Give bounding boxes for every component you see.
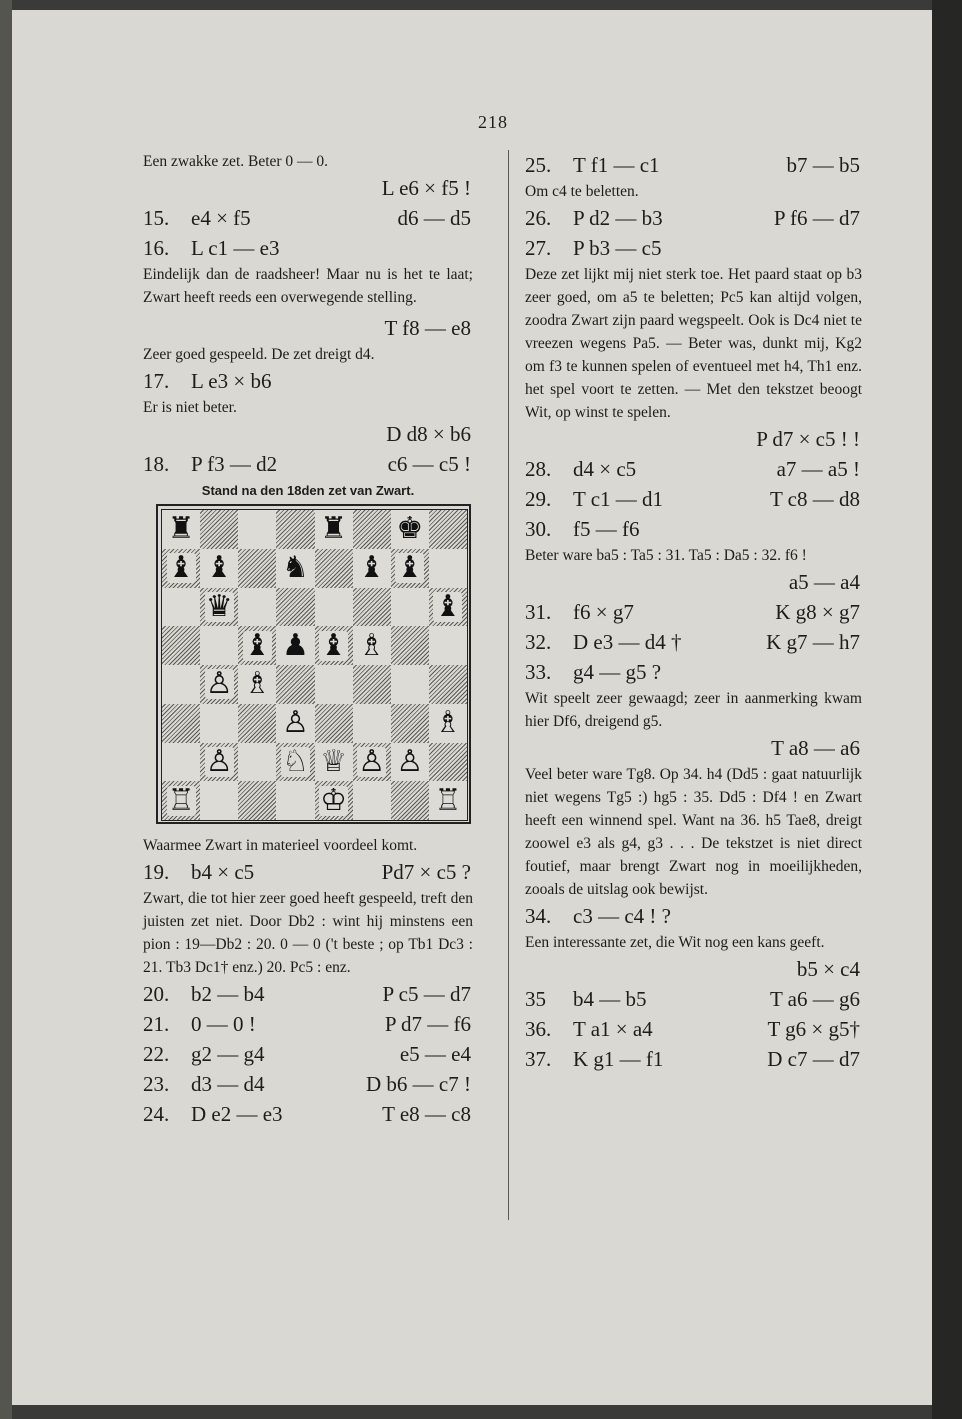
- move-number: 19.: [143, 860, 170, 884]
- note-16b: Zeer goed gespeeld. De zet dreigt d4.: [143, 346, 375, 363]
- chess-piece-icon: ♙: [205, 666, 233, 702]
- square-e6: [315, 588, 353, 627]
- chess-piece-icon: ♟: [281, 627, 309, 663]
- square-a6: [162, 588, 200, 627]
- white-move: 0 — 0 !: [191, 1012, 256, 1036]
- scan-left-edge: [0, 0, 12, 1419]
- square-h2: [429, 743, 467, 782]
- black-move-27: P d7 × c5 ! !: [756, 427, 860, 451]
- black-move: P c5 — d7: [382, 982, 471, 1006]
- square-d1: [276, 781, 314, 820]
- white-move: T c1 — d1: [573, 487, 664, 511]
- move-number: 35: [525, 987, 546, 1011]
- square-a4: [162, 665, 200, 704]
- square-d3: [276, 704, 314, 743]
- square-e7: [315, 549, 353, 588]
- square-h5: [429, 626, 467, 665]
- square-d8: [276, 510, 314, 549]
- move-22: [143, 1039, 473, 1069]
- square-b8: [200, 510, 238, 549]
- chess-piece-icon: ♖: [434, 782, 462, 818]
- black-move: P d7 — f6: [384, 1012, 471, 1036]
- note-25: Om c4 te beletten.: [525, 183, 639, 200]
- white-move: e4 × f5: [191, 206, 251, 230]
- chess-piece-icon: ♔: [320, 782, 348, 818]
- square-e3: [315, 704, 353, 743]
- white-move: d4 × c5: [573, 457, 637, 481]
- note-19: Zwart, die tot hier zeer goed heeft gespeeld, treft den juisten zet niet. Door Db2 : wint hij minstens een pion : 19—Db2 : 20. 0 — 0 ('t beste ; op Tb1 Dc3 : 21. Tb3 Dc1† enz.) 20. Pc5 : enz.: [143, 890, 473, 976]
- note-16: Eindelijk dan de raadsheer! Maar nu is het te laat; Zwart heeft reeds een overwegende stelling.: [143, 266, 473, 306]
- move-17: [143, 366, 473, 396]
- chess-piece-icon: ♝: [396, 550, 424, 586]
- chess-piece-icon: ♛: [205, 588, 233, 624]
- square-h4: [429, 665, 467, 704]
- left-column: [143, 150, 473, 1129]
- chess-piece-icon: ♝: [320, 627, 348, 663]
- square-e4: [315, 665, 353, 704]
- square-c8: [238, 510, 276, 549]
- move-number: 34.: [525, 904, 552, 928]
- chess-piece-icon: ♝: [243, 627, 271, 663]
- chess-piece-icon: ♝: [205, 550, 233, 586]
- move-number: 15.: [143, 206, 170, 230]
- square-a8: [162, 510, 200, 549]
- square-d4: [276, 665, 314, 704]
- square-b7: [200, 549, 238, 588]
- scan-right-edge: [932, 0, 962, 1419]
- note-30: Beter ware ba5 : Ta5 : 31. Ta5 : Da5 : 32. f6 !: [525, 547, 807, 564]
- move-24: [143, 1099, 473, 1129]
- move-number: 27.: [525, 236, 552, 260]
- move-number: 29.: [525, 487, 552, 511]
- square-g1: [391, 781, 429, 820]
- move-21: [143, 1009, 473, 1039]
- note-27: Deze zet lijkt mij niet sterk toe. Het paard staat op b3 zeer goed, om a5 te beletten; Pc5 kan altijd volgen, zoodra Zwart zijn paard wegspeelt. Ook is Dc4 niet te vreezen wegens Pa5. — Beter was, dunkt mij, Kg2 om f3 te kunnen spelen of eventueel met h4, Th1 enz. het spel voort te zetten. — Met den tekstzet beoogt Wit, op winst te spelen.: [525, 266, 862, 421]
- chess-piece-icon: ♜: [320, 511, 348, 547]
- chess-diagram: [156, 504, 471, 824]
- square-c5: [238, 626, 276, 665]
- square-f2: [353, 743, 391, 782]
- black-move: c6 — c5 !: [387, 452, 471, 476]
- square-b6: [200, 588, 238, 627]
- black-move: P f6 — d7: [773, 206, 860, 230]
- square-d2: [276, 743, 314, 782]
- square-d5: [276, 626, 314, 665]
- black-move-30: a5 — a4: [788, 570, 860, 594]
- move-number: 26.: [525, 206, 552, 230]
- chess-piece-icon: ♖: [167, 782, 195, 818]
- square-h6: [429, 588, 467, 627]
- square-a3: [162, 704, 200, 743]
- black-move: T c8 — d8: [769, 487, 860, 511]
- square-g7: [391, 549, 429, 588]
- move-number: 16.: [143, 236, 170, 260]
- note-17: Er is niet beter.: [143, 399, 237, 416]
- move-number: 30.: [525, 517, 552, 541]
- move-number: 23.: [143, 1072, 170, 1096]
- move-number: 32.: [525, 630, 552, 654]
- white-move: P d2 — b3: [573, 206, 663, 230]
- square-f8: [353, 510, 391, 549]
- black-move-17: D d8 × b6: [386, 422, 471, 446]
- note-34: Een interessante zet, die Wit nog een kans geeft.: [525, 934, 825, 951]
- square-f7: [353, 549, 391, 588]
- black-move: a7 — a5 !: [776, 457, 860, 481]
- white-move: b2 — b4: [191, 982, 265, 1006]
- move-26: [525, 203, 862, 233]
- black-move: b7 — b5: [786, 153, 860, 177]
- square-c3: [238, 704, 276, 743]
- white-move: f5 — f6: [573, 517, 640, 541]
- square-b2: [200, 743, 238, 782]
- chess-piece-icon: ♗: [243, 666, 271, 702]
- note-33b: Veel beter ware Tg8. Op 34. h4 (Dd5 : gaat natuurlijk niet wegens Tg5 :) hg5 : 35. Dd5 : Df4 ! en Zwart heeft een winnend spel. Want na 36. h5 Tae8, dreigt zoowel e3 als g4, g3 . . . De tekstzet is niet direct foutief, maar brengt Zwart nog in moeilijkheden, zooals de uitslag ook bewijst.: [525, 766, 862, 898]
- move-23: [143, 1069, 473, 1099]
- move-number: 21.: [143, 1012, 170, 1036]
- move-number: 17.: [143, 369, 170, 393]
- move-28: [525, 454, 862, 484]
- white-move: L e3 × b6: [191, 369, 272, 393]
- white-move: L c1 — e3: [191, 236, 280, 260]
- move-19: [143, 857, 473, 887]
- chess-piece-icon: ♘: [281, 743, 309, 779]
- square-f4: [353, 665, 391, 704]
- chess-piece-icon: ♙: [358, 743, 386, 779]
- square-a2: [162, 743, 200, 782]
- square-b1: [200, 781, 238, 820]
- square-e8: [315, 510, 353, 549]
- white-move: T f1 — c1: [573, 153, 660, 177]
- chess-piece-icon: ♜: [167, 511, 195, 547]
- move-29: [525, 484, 862, 514]
- square-h8: [429, 510, 467, 549]
- chess-piece-icon: ♙: [396, 743, 424, 779]
- square-c4: [238, 665, 276, 704]
- square-e5: [315, 626, 353, 665]
- white-move: c3 — c4 ! ?: [573, 904, 671, 928]
- white-move: d3 — d4: [191, 1072, 265, 1096]
- right-column: [525, 150, 862, 1074]
- black-move: D b6 — c7 !: [366, 1072, 471, 1096]
- note-33: Wit speelt zeer gewaagd; zeer in aanmerking kwam hier Df6, dreigend g5.: [525, 690, 862, 730]
- move-number: 24.: [143, 1102, 170, 1126]
- move-number: 25.: [525, 153, 552, 177]
- square-g4: [391, 665, 429, 704]
- square-h7: [429, 549, 467, 588]
- square-b4: [200, 665, 238, 704]
- diagram-caption: Stand na den 18den zet van Zwart.: [201, 483, 415, 498]
- square-b5: [200, 626, 238, 665]
- square-g6: [391, 588, 429, 627]
- square-c2: [238, 743, 276, 782]
- square-g8: [391, 510, 429, 549]
- move-number: 33.: [525, 660, 552, 684]
- move-32: [525, 627, 862, 657]
- note-after-diagram: Waarmee Zwart in materieel voordeel komt.: [143, 837, 418, 854]
- black-move: T a6 — g6: [769, 987, 860, 1011]
- chess-piece-icon: ♝: [434, 588, 462, 624]
- square-c7: [238, 549, 276, 588]
- page-number: 218: [478, 112, 508, 132]
- move-number: 22.: [143, 1042, 170, 1066]
- white-move: D e3 — d4 †: [573, 630, 682, 654]
- black-move: D c7 — d7: [767, 1047, 860, 1071]
- white-move: D e2 — e3: [191, 1102, 283, 1126]
- black-move: e5 — e4: [399, 1042, 471, 1066]
- black-move: T e8 — c8: [382, 1102, 471, 1126]
- square-f5: [353, 626, 391, 665]
- white-move: b4 × c5: [191, 860, 255, 884]
- square-e2: [315, 743, 353, 782]
- chess-piece-icon: ♕: [320, 743, 348, 779]
- move-31: [525, 597, 862, 627]
- black-move-16: T f8 — e8: [384, 316, 471, 340]
- move-18: [143, 449, 473, 479]
- square-d6: [276, 588, 314, 627]
- move-36: [525, 1014, 862, 1044]
- move-number: 37.: [525, 1047, 552, 1071]
- move-number: 20.: [143, 982, 170, 1006]
- square-h3: [429, 704, 467, 743]
- black-move: Pd7 × c5 ?: [381, 860, 471, 884]
- square-g5: [391, 626, 429, 665]
- move-27: [525, 233, 862, 263]
- white-move: g2 — g4: [191, 1042, 265, 1066]
- black-move-34: b5 × c4: [796, 957, 860, 981]
- note-intro: Een zwakke zet. Beter 0 — 0.: [143, 153, 329, 170]
- chess-piece-icon: ♝: [167, 550, 195, 586]
- white-move: P b3 — c5: [573, 236, 662, 260]
- square-e1: [315, 781, 353, 820]
- move-number: 28.: [525, 457, 552, 481]
- chess-board: [161, 509, 468, 821]
- white-move: K g1 — f1: [573, 1047, 664, 1071]
- white-move: T a1 × a4: [573, 1017, 653, 1041]
- white-move: P f3 — d2: [191, 452, 278, 476]
- move-16: [143, 233, 473, 263]
- black-move: K g8 × g7: [775, 600, 860, 624]
- black-move: d6 — d5: [397, 206, 471, 230]
- white-move: g4 — g5 ?: [573, 660, 662, 684]
- black-move-14: L e6 × f5 !: [381, 176, 471, 200]
- square-g3: [391, 704, 429, 743]
- square-d7: [276, 549, 314, 588]
- square-b3: [200, 704, 238, 743]
- square-a7: [162, 549, 200, 588]
- move-35: [525, 984, 862, 1014]
- move-25: [525, 150, 862, 180]
- chess-piece-icon: ♗: [358, 627, 386, 663]
- chess-piece-icon: ♙: [281, 705, 309, 741]
- square-f6: [353, 588, 391, 627]
- square-f1: [353, 781, 391, 820]
- chess-piece-icon: ♗: [434, 705, 462, 741]
- chess-piece-icon: ♙: [205, 743, 233, 779]
- move-number: 36.: [525, 1017, 552, 1041]
- move-15: [143, 203, 473, 233]
- move-30: [525, 514, 862, 544]
- chess-piece-icon: ♝: [358, 550, 386, 586]
- move-33: [525, 657, 862, 687]
- black-move: T g6 × g5†: [767, 1017, 860, 1041]
- white-move: b4 — b5: [573, 987, 647, 1011]
- move-37: [525, 1044, 862, 1074]
- move-34: [525, 901, 862, 931]
- square-h1: [429, 781, 467, 820]
- square-c1: [238, 781, 276, 820]
- square-f3: [353, 704, 391, 743]
- column-divider: [508, 150, 509, 1220]
- square-g2: [391, 743, 429, 782]
- chess-piece-icon: ♚: [396, 511, 424, 547]
- square-c6: [238, 588, 276, 627]
- move-20: [143, 979, 473, 1009]
- square-a1: [162, 781, 200, 820]
- move-number: 18.: [143, 452, 170, 476]
- square-a5: [162, 626, 200, 665]
- white-move: f6 × g7: [573, 600, 634, 624]
- black-move: K g7 — h7: [766, 630, 860, 654]
- chess-piece-icon: ♞: [281, 550, 309, 586]
- move-number: 31.: [525, 600, 552, 624]
- black-move-33: T a8 — a6: [771, 736, 860, 760]
